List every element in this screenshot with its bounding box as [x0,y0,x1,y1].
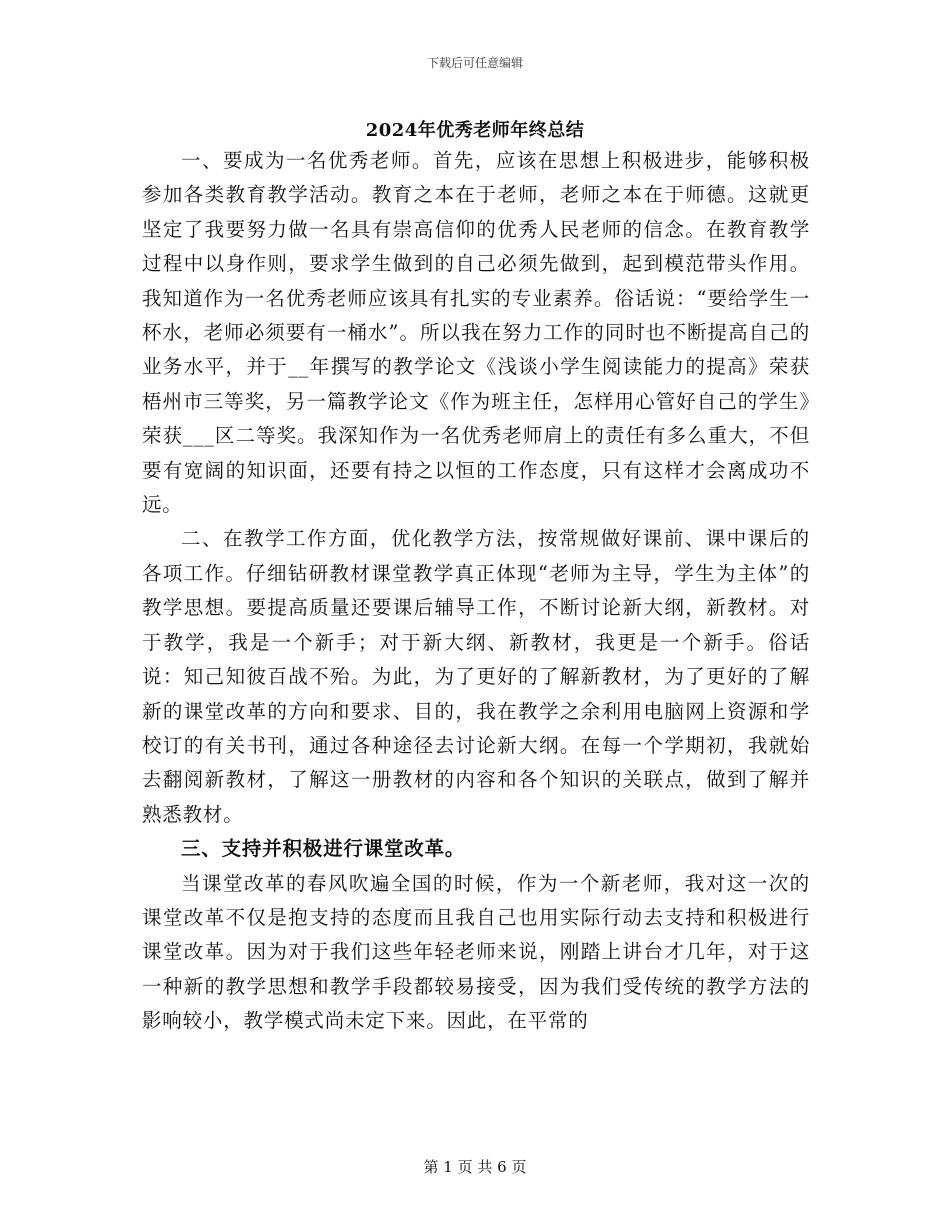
document-body [142,144,810,1039]
paragraph-2: 二、在教学工作方面，优化教学方法，按常规做好课前、课中课后的各项工作。仔细钻研教材课堂教学真正体现“老师为主导，学生为主体”的教学思想。要提高质量还要课后辅导工作，不断讨论新大纲，新教材。对于教学，我是一个新手；对于新大纲、新教材，我更是一个新手。俗话说：知己知彼百战不殆。为此，为了更好的了解新教材，为了更好的了解新的课堂改革的方向和要求、目的，我在教学之余利用电脑网上资源和学校订的有关书刊，通过各种途径去讨论新大纲。在每一个学期初，我就始去翻阅新教材，了解这一册教材的内容和各个知识的关联点，做到了解并熟悉教材。 [142,527,810,826]
page-number: 第 1 页 共 6 页 [423,1158,527,1176]
section-heading-3: 三、支持并积极进行课堂改革。 [181,837,466,861]
document-title: 2024年优秀老师年终总结 [365,120,585,141]
paragraph-1: 一、要成为一名优秀老师。首先，应该在思想上积极进步，能够积极参加各类教育教学活动。教育之本在于老师，老师之本在于师德。这就更坚定了我要努力做一名具有崇高信仰的优秀人民老师的信念。在教育教学过程中以身作则，要求学生做到的自己必须先做到，起到模范带头作用。我知道作为一名优秀老师应该具有扎实的专业素养。俗话说：“要给学生一杯水，老师必须要有一桶水”。所以我在努力工作的同时也不断提高自己的业务水平，并于__年撰写的教学论文《浅谈小学生阅读能力的提高》荣获梧州市三等奖，另一篇教学论文《作为班主任，怎样用心管好自己的学生》荣获___区二等奖。我深知作为一名优秀老师肩上的责任有多么重大，不但要有宽阔的知识面，还要有持之以恒的工作态度，只有这样才会离成功不远。 [142,149,810,517]
header-note: 下载后可任意编辑 [426,56,523,70]
paragraph-3: 当课堂改革的春风吹遍全国的时候，作为一个新老师，我对这一次的课堂改革不仅是抱支持的态度而且我自己也用实际行动去支持和积极进行课堂改革。因为对于我们这些年轻老师来说，刚踏上讲台才几年，对于这一种新的教学思想和教学手段都较易接受，因为我们受传统的教学方法的影响较小，教学模式尚未定下来。因此，在平常的 [142,871,810,1033]
